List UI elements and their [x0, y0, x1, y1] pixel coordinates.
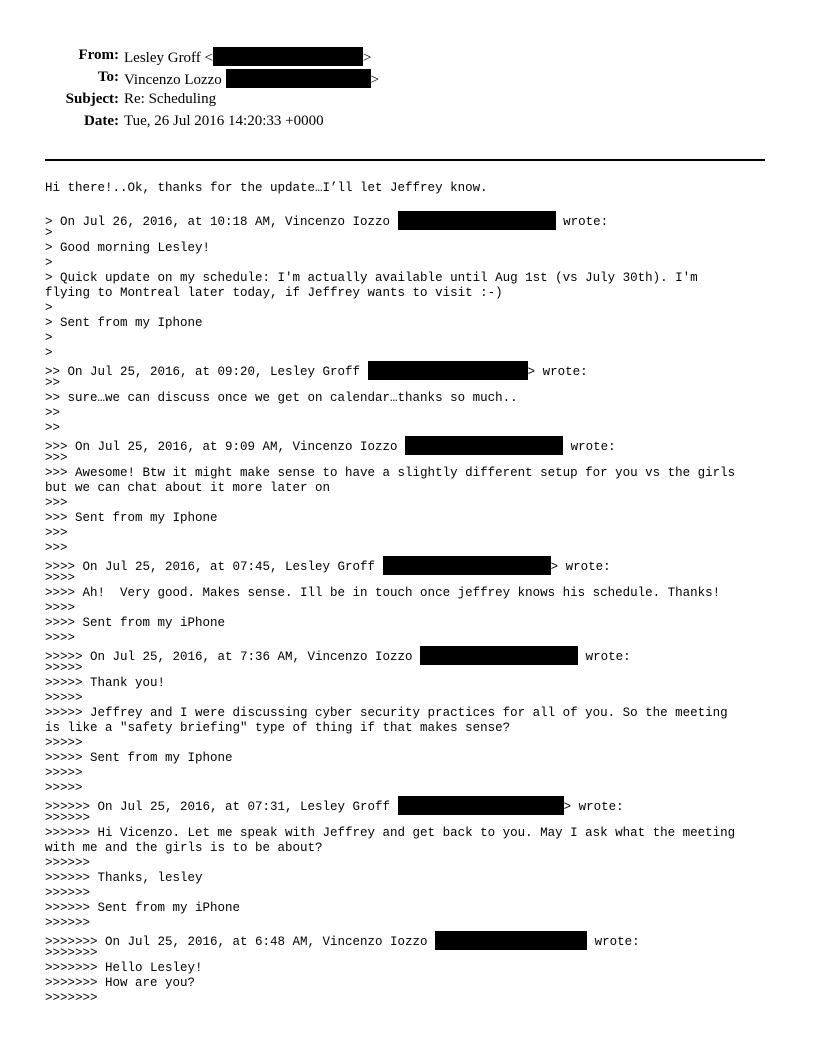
from-label: From:	[78, 47, 119, 63]
body-line: >>>>	[45, 631, 76, 645]
body-line: >>>>>>	[45, 916, 91, 930]
body-line: >>>>> Sent from my Iphone	[45, 751, 233, 765]
to-row	[0, 69, 816, 91]
body-line: >>> Sent from my Iphone	[45, 511, 218, 525]
redaction-block	[405, 436, 563, 455]
to-name: Vincenzo Lozzo	[124, 72, 222, 88]
date-value: Tue, 26 Jul 2016 14:20:33 +0000	[124, 113, 324, 129]
body-line: >>>>>>>	[45, 991, 98, 1005]
from-row	[0, 47, 816, 69]
redaction-block	[383, 556, 551, 575]
body-line: >	[45, 346, 53, 360]
body-line: >>>>>>> Hello Lesley!	[45, 961, 203, 975]
quote-header-line: >>>>>> On Jul 25, 2016, at 07:31, Lesley Groff > wrote:	[45, 796, 775, 811]
body-line: >>	[45, 421, 61, 435]
quote-header-line: >>> On Jul 25, 2016, at 9:09 AM, Vincenzo Iozzo wrote:	[45, 436, 775, 451]
body-line: >>	[45, 406, 61, 420]
email-header	[0, 47, 816, 135]
body-line: >>>	[45, 496, 68, 510]
body-line	[45, 196, 775, 211]
body-line: is like a "safety briefing" type of thing if that makes sense?	[45, 721, 511, 735]
from-close-bracket: >	[363, 50, 372, 66]
quote-header-line: > On Jul 26, 2016, at 10:18 AM, Vincenzo Iozzo wrote:	[45, 211, 775, 226]
body-line: >>>>>> Thanks, lesley	[45, 871, 203, 885]
quote-header-line: >> On Jul 25, 2016, at 09:20, Lesley Groff > wrote:	[45, 361, 775, 376]
body-line: >	[45, 226, 53, 240]
body-line: >>>>>>>	[45, 946, 98, 960]
body-line: >>>>>>	[45, 856, 91, 870]
redaction-block	[368, 361, 528, 380]
body-line: >>>>> Thank you!	[45, 676, 166, 690]
body-line: >>>	[45, 526, 68, 540]
body-line: >>>>>	[45, 691, 83, 705]
body-line: >>>>>	[45, 781, 83, 795]
body-line: with me and the girls is to be about?	[45, 841, 323, 855]
from-name: Lesley Groff	[124, 50, 201, 66]
body-line: >>>>> Jeffrey and I were discussing cyber security practices for all of you. So the meeting	[45, 706, 728, 720]
body-line: but we can chat about it more later on	[45, 481, 331, 495]
email-body	[45, 181, 775, 1006]
body-line: >	[45, 256, 53, 270]
header-divider	[45, 159, 765, 161]
redaction-block	[398, 796, 564, 815]
body-line: >	[45, 331, 53, 345]
body-line: >>>>>>	[45, 811, 91, 825]
body-line: > Good morning Lesley!	[45, 241, 211, 255]
to-label: To:	[97, 69, 119, 85]
from-open-bracket: <	[204, 50, 213, 66]
body-line: Hi there!..Ok, thanks for the update…I’ll let Jeffrey know.	[45, 181, 488, 195]
date-row	[0, 113, 816, 135]
body-line: >>>	[45, 541, 68, 555]
quote-header-line: >>>> On Jul 25, 2016, at 07:45, Lesley Groff > wrote:	[45, 556, 775, 571]
body-line: >>>>>>> How are you?	[45, 976, 196, 990]
date-label: Date:	[84, 113, 119, 129]
body-line: >>>> Sent from my iPhone	[45, 616, 226, 630]
subject-label: Subject:	[65, 91, 119, 107]
quote-header-line: >>>>> On Jul 25, 2016, at 7:36 AM, Vincenzo Iozzo wrote:	[45, 646, 775, 661]
body-line: >>>	[45, 451, 68, 465]
subject-row	[0, 91, 816, 113]
body-line: > Sent from my Iphone	[45, 316, 203, 330]
body-line: >>>>>	[45, 661, 83, 675]
redaction-block	[213, 47, 363, 66]
body-line: >>>>>>	[45, 886, 91, 900]
redaction-block	[226, 69, 371, 88]
body-line: >>>>>	[45, 766, 83, 780]
redaction-block	[435, 931, 587, 950]
body-line: >>> Awesome! Btw it might make sense to have a slightly different setup for you vs the girls	[45, 466, 736, 480]
to-close-bracket: >	[370, 72, 380, 88]
body-line: >	[45, 301, 53, 315]
body-line: >>	[45, 376, 61, 390]
body-line: >>>>	[45, 601, 76, 615]
body-line: >>>> Ah! Very good. Makes sense. Ill be in touch once jeffrey knows his schedule. Thanks!	[45, 586, 721, 600]
redaction-block	[398, 211, 556, 230]
quote-header-line: >>>>>>> On Jul 25, 2016, at 6:48 AM, Vincenzo Iozzo wrote:	[45, 931, 775, 946]
body-line: >> sure…we can discuss once we get on calendar…thanks so much..	[45, 391, 518, 405]
body-line: flying to Montreal later today, if Jeffrey wants to visit :-)	[45, 286, 503, 300]
body-line: >>>>>> Sent from my iPhone	[45, 901, 241, 915]
body-line: > Quick update on my schedule: I'm actually available until Aug 1st (vs July 30th). I'm	[45, 271, 698, 285]
subject-value: Re: Scheduling	[124, 91, 217, 107]
redaction-block	[420, 646, 578, 665]
body-line: >>>>	[45, 571, 76, 585]
body-line: >>>>>> Hi Vicenzo. Let me speak with Jeffrey and get back to you. May I ask what the meeting	[45, 826, 736, 840]
body-line: >>>>>	[45, 736, 83, 750]
